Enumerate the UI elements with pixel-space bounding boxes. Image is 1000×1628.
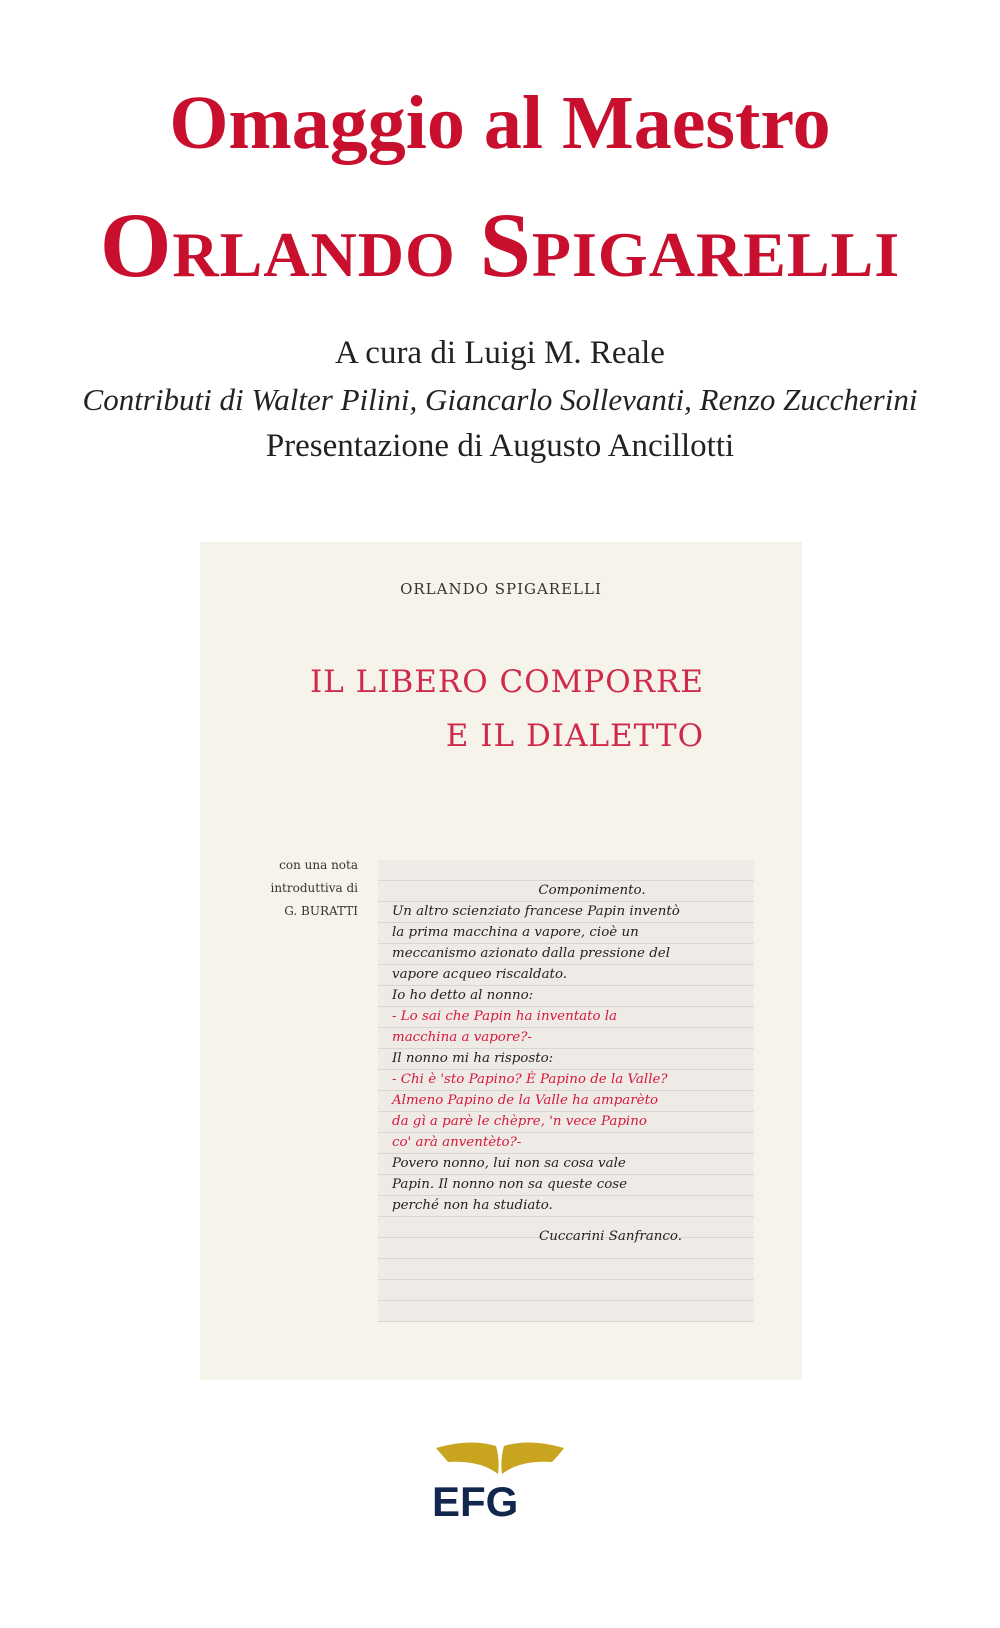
handwritten-line: - Lo sai che Papin ha inventato la <box>392 1009 618 1024</box>
handwritten-line: macchina a vapore?- <box>392 1030 532 1045</box>
handwritten-line: la prima macchina a vapore, cioè un <box>392 925 639 940</box>
note-line: con una nota <box>279 858 358 872</box>
handwritten-line: meccanismo azionato dalla pressione del <box>392 946 671 961</box>
composition-heading: Componimento. <box>538 883 646 898</box>
curator-credit: A cura di Luigi M. Reale <box>335 335 665 371</box>
note-line: introduttiva di <box>270 881 358 895</box>
presentation-credit: Presentazione di Augusto Ancillotti <box>265 428 735 464</box>
inner-book-cover-image <box>200 542 802 1380</box>
intro-note <box>240 854 358 923</box>
handwritten-line: Il nonno mi ha risposto: <box>392 1051 554 1066</box>
handwritten-line: Io ho detto al nonno: <box>392 988 534 1003</box>
book-wing-right-icon <box>501 1442 564 1474</box>
handwritten-line: - Chi è 'sto Papino? È Papino de la Valle? <box>392 1072 668 1087</box>
signature: Cuccarini Sanfranco. <box>538 1229 682 1244</box>
handwritten-composition <box>378 860 754 1322</box>
handwritten-line: da gì a parè le chèpre, 'n vece Papino <box>392 1114 647 1129</box>
book-title-line-2: E IL DIALETTO <box>445 718 704 754</box>
publisher-logo-text: EFG <box>432 1478 519 1520</box>
title-author-name: Orlando Spigarelli <box>99 194 901 296</box>
handwritten-line: Un altro scienziato francese Papin inventò <box>392 904 680 919</box>
note-line: G. BURATTI <box>284 904 358 918</box>
book-author: ORLANDO SPIGARELLI <box>400 580 602 598</box>
handwritten-line: co' arà anventèto?- <box>392 1135 522 1150</box>
title-line-1: Omaggio al Maestro <box>169 81 831 165</box>
publisher-logo <box>430 1440 570 1520</box>
book-wing-left-icon <box>436 1442 499 1474</box>
handwritten-line: Povero nonno, lui non sa cosa vale <box>392 1156 626 1171</box>
book-title-line-1: IL LIBERO COMPORRE <box>310 664 704 700</box>
handwritten-line: vapore acqueo riscaldato. <box>392 967 568 982</box>
handwritten-line: Papin. Il nonno non sa queste cose <box>392 1177 628 1192</box>
handwritten-line: perché non ha studiato. <box>392 1198 553 1213</box>
contributors-credit: Contributi di Walter Pilini, Giancarlo Sollevanti, Renzo Zuccherini <box>82 382 918 417</box>
handwritten-line: Almeno Papino de la Valle ha amparèto <box>392 1093 659 1108</box>
